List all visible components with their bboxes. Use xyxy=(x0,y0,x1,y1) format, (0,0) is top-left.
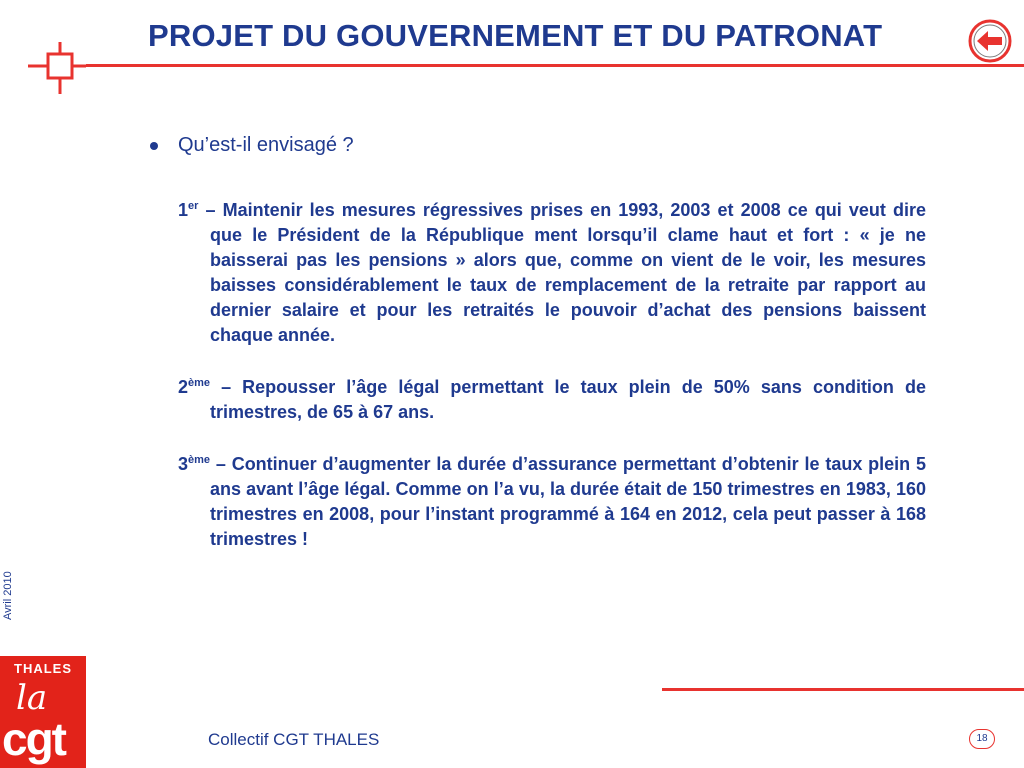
point-1-text: – Maintenir les mesures régressives prises en 1993, 2003 et 2008 ce qui veut dire que le Président de la République ment lorsqu’il clame haut et fort : « je ne baisserai pas les pensions » alors que, comme on vient de le voir, les mesures baisses considérablement le taux de remplacement de la retraite par rapport au dernier salaire et pour les retraités le pouvoir d’achat des pensions baissent chaque année. xyxy=(198,200,926,345)
point-1-ordinal: 1 xyxy=(178,200,189,220)
point-2-ordinal: 2 xyxy=(178,377,189,397)
point-3-suffix: ème xyxy=(188,454,211,466)
footer-text: Collectif CGT THALES xyxy=(208,730,380,749)
logo-la-text: la xyxy=(16,678,48,718)
bullet-item xyxy=(150,134,354,157)
crosshair-mark-icon xyxy=(28,40,88,96)
side-date: Avril 2010 xyxy=(2,571,14,620)
bullet-dot-icon xyxy=(150,142,158,150)
footer-divider xyxy=(662,688,1024,691)
bullet-text: Qu’est-il envisagé ? xyxy=(178,134,354,156)
point-2 xyxy=(178,375,926,425)
point-2-suffix: ème xyxy=(188,377,211,389)
logo-thales-text: THALES xyxy=(14,661,72,676)
point-3 xyxy=(178,452,926,552)
back-arrow-icon[interactable] xyxy=(967,18,1013,64)
point-1-suffix: er xyxy=(188,200,199,212)
points-list xyxy=(178,198,926,579)
cgt-thales-logo xyxy=(0,656,86,768)
point-2-text: – Repousser l’âge légal permettant le taux plein de 50% sans condition de trimestres, de 65 à 67 ans. xyxy=(210,377,926,422)
page-number-badge: 18 xyxy=(969,729,995,749)
point-3-ordinal: 3 xyxy=(178,454,189,474)
logo-cgt-text: cgt xyxy=(2,713,65,765)
slide-title: PROJET DU GOUVERNEMENT ET DU PATRONAT xyxy=(148,18,883,53)
point-3-text: – Continuer d’augmenter la durée d’assurance permettant d’obtenir le taux plein 5 ans avant l’âge légal. Comme on l’a vu, la durée était de 150 trimestres en 1983, 160 trimestres en 2008, pour l’instant programmé à 164 en 2012, cela peut passer à 168 trimestres ! xyxy=(210,454,926,549)
title-divider xyxy=(86,64,1024,67)
point-1 xyxy=(178,198,926,348)
